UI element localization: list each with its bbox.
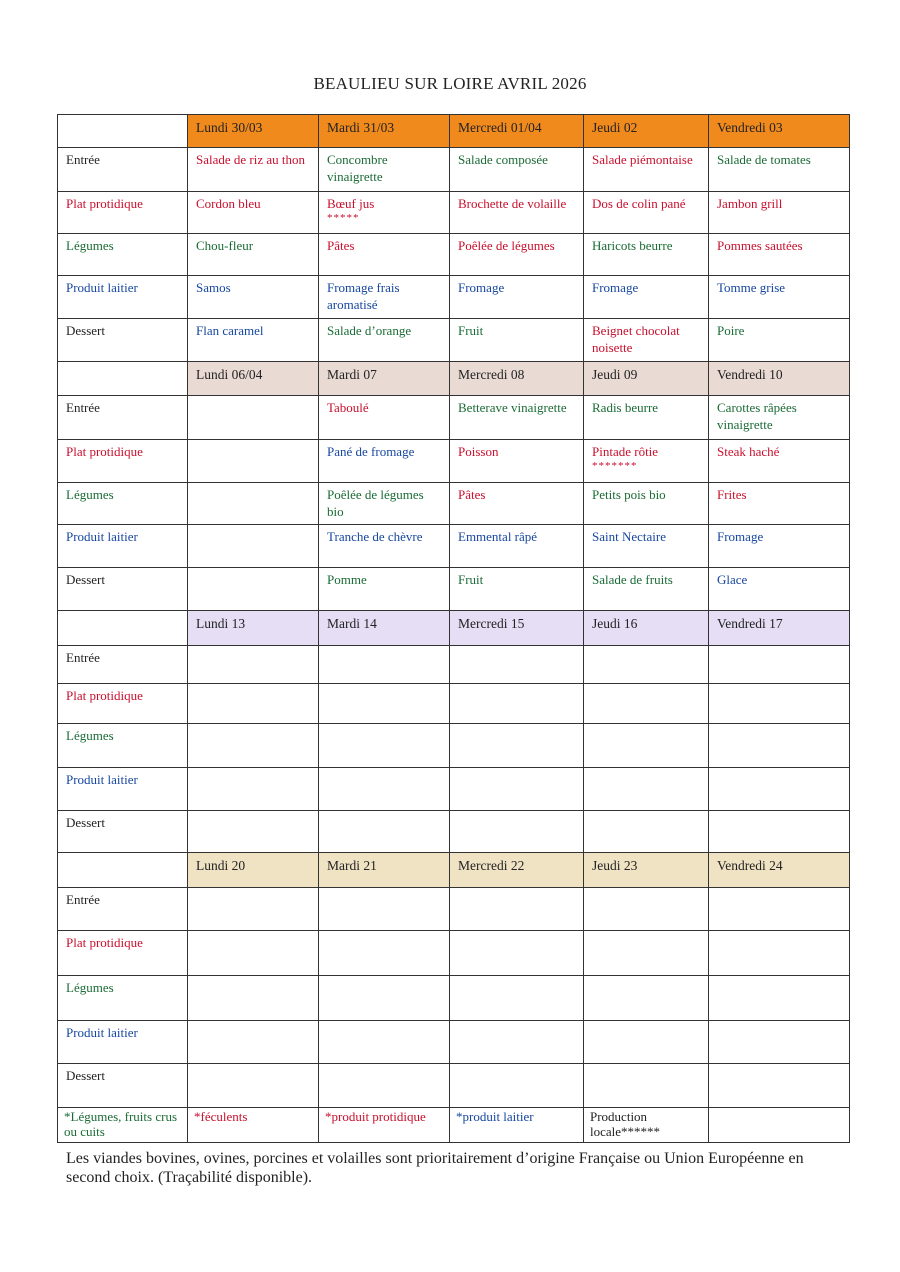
dish-cell [450,976,584,1021]
footnote: Les viandes bovines, ovines, porcines et volailles sont prioritairement d’origine Française ou Union Européenne en second choix. (Traçabilité disponible). [66,1150,804,1186]
dish-cell [584,525,709,568]
category-label: Légumes [58,234,188,276]
day-header: Lundi 30/03 [188,115,319,148]
dish-cell [188,768,319,811]
dish-cell [584,568,709,611]
dish-cell [584,768,709,811]
dish-cell [188,931,319,976]
dish-cell [319,483,450,525]
dish-name: Fromage [717,529,764,544]
dish-cell [188,234,319,276]
dish-name: Dos de colin pané [592,196,686,211]
dish-name: Flan caramel [196,323,264,338]
day-header: Mardi 21 [319,853,450,888]
day-header: Jeudi 02 [584,115,709,148]
week-header-row [58,362,850,396]
dish-cell [188,440,319,483]
dish-cell [319,525,450,568]
dish-cell [450,276,584,319]
dish-cell [584,811,709,853]
dish-name: Salade composée [458,152,548,167]
week-header-row [58,115,850,148]
dish-cell [450,319,584,362]
dish-cell [709,1064,850,1108]
menu-row [58,1064,850,1108]
dish-name: Pintade rôtie [592,444,659,459]
dish-cell [709,234,850,276]
category-label: Légumes [58,976,188,1021]
dish-cell [319,568,450,611]
dish-name: Saint Nectaire [592,529,666,544]
dish-cell [450,888,584,931]
menu-row [58,724,850,768]
dish-name: Pomme [327,572,367,587]
dish-cell [319,646,450,684]
category-label: Légumes [58,483,188,525]
legend-cell: *produit protidique [319,1108,450,1143]
dish-cell [319,684,450,724]
dish-cell [188,888,319,931]
dish-name: Haricots beurre [592,238,673,253]
dish-name: Glace [717,572,748,587]
dish-cell [188,646,319,684]
dish-name: Brochette de volaille [458,196,567,211]
dish-cell [319,440,450,483]
dish-cell [584,148,709,192]
menu-row [58,234,850,276]
dish-cell [450,483,584,525]
day-header: Vendredi 03 [709,115,850,148]
dish-cell [319,319,450,362]
dish-name: Fromage frais aromatisé [327,280,400,312]
dish-cell [450,646,584,684]
dish-cell [319,976,450,1021]
menu-row [58,276,850,319]
day-header: Vendredi 10 [709,362,850,396]
dish-cell [584,483,709,525]
category-label: Dessert [58,319,188,362]
dish-cell [709,976,850,1021]
dish-cell [450,1064,584,1108]
dish-name: Carottes râpées vinaigrette [717,400,797,432]
dish-cell [188,684,319,724]
menu-row [58,1021,850,1064]
category-label: Produit laitier [58,768,188,811]
category-label: Produit laitier [58,1021,188,1064]
dish-cell [709,276,850,319]
dish-cell [584,192,709,234]
dish-name: Fruit [458,323,484,338]
dish-cell [709,888,850,931]
day-header: Mardi 31/03 [319,115,450,148]
category-label: Plat protidique [58,440,188,483]
dish-cell [450,724,584,768]
week-header-blank-cell [58,362,188,396]
dish-cell [450,768,584,811]
dish-cell [450,568,584,611]
dish-name: Poire [717,323,745,338]
day-header: Vendredi 17 [709,611,850,646]
category-label: Plat protidique [58,931,188,976]
dish-cell [709,811,850,853]
dish-cell [450,148,584,192]
category-label: Produit laitier [58,276,188,319]
dish-cell [188,396,319,440]
week-header-blank-cell [58,115,188,148]
dish-cell [319,396,450,440]
menu-row [58,483,850,525]
dish-name: Salade de riz au thon [196,152,306,167]
dish-name: Frites [717,487,747,502]
dish-cell [584,276,709,319]
dish-name: Petits pois bio [592,487,666,502]
dish-name: Pané de fromage [327,444,415,459]
category-label: Dessert [58,811,188,853]
dish-cell [319,276,450,319]
dish-cell [188,811,319,853]
dish-cell [709,396,850,440]
day-header: Mercredi 15 [450,611,584,646]
dish-cell [319,724,450,768]
dish-cell [709,440,850,483]
dish-name: Pommes sautées [717,238,803,253]
dish-cell [584,976,709,1021]
day-header: Mardi 07 [319,362,450,396]
dish-cell [319,1021,450,1064]
dish-cell [709,192,850,234]
dish-cell [188,148,319,192]
dish-cell [450,234,584,276]
category-label: Dessert [58,1064,188,1108]
category-label: Produit laitier [58,525,188,568]
dish-cell [188,568,319,611]
legend-cell: Production locale****** [584,1108,709,1143]
day-header: Lundi 13 [188,611,319,646]
dish-cell [709,684,850,724]
category-label: Plat protidique [58,684,188,724]
legend-cell: *produit laitier [450,1108,584,1143]
dish-cell [319,888,450,931]
dish-name: Salade d’orange [327,323,412,338]
dish-cell [450,396,584,440]
dish-name: Poêlée de légumes bio [327,487,424,519]
dish-name: Salade de fruits [592,572,673,587]
week-header-blank-cell [58,611,188,646]
menu-row [58,646,850,684]
dish-name: Bœuf jus [327,196,375,211]
dish-cell [450,684,584,724]
dish-name: Concombre vinaigrette [327,152,388,184]
dish-name: Salade piémontaise [592,152,693,167]
dish-name: Fruit [458,572,484,587]
menu-row [58,440,850,483]
category-label: Entrée [58,148,188,192]
dish-cell [319,1064,450,1108]
menu-row [58,525,850,568]
dish-name: Betterave vinaigrette [458,400,567,415]
dish-cell [584,888,709,931]
dish-cell [584,440,709,483]
menu-row [58,396,850,440]
dish-cell [709,148,850,192]
dish-cell [319,811,450,853]
category-label: Plat protidique [58,192,188,234]
category-label: Entrée [58,888,188,931]
dish-name: Fromage [592,280,639,295]
menu-row [58,811,850,853]
week-header-row [58,853,850,888]
dish-cell [188,276,319,319]
day-header: Jeudi 09 [584,362,709,396]
dish-cell [319,148,450,192]
dish-cell [584,931,709,976]
legend-cell [709,1108,850,1143]
dish-name: Fromage [458,280,505,295]
dish-name: Pâtes [327,238,355,253]
dish-cell [188,192,319,234]
menu-row [58,148,850,192]
dish-name: Radis beurre [592,400,659,415]
dish-cell [319,192,450,234]
dish-name: Beignet chocolat noisette [592,323,680,355]
legend-row [58,1108,850,1143]
page-title: BEAULIEU SUR LOIRE AVRIL 2026 [313,74,587,93]
dish-cell [188,483,319,525]
dish-name: Tranche de chèvre [327,529,423,544]
menu-row [58,192,850,234]
category-label: Entrée [58,396,188,440]
menu-row [58,568,850,611]
dish-cell [584,1021,709,1064]
category-label: Légumes [58,724,188,768]
day-header: Jeudi 23 [584,853,709,888]
menu-row [58,319,850,362]
dish-name: Samos [196,280,231,295]
dish-cell [450,1021,584,1064]
origin-stars: ***** [327,212,360,224]
dish-cell [450,192,584,234]
menu-row [58,684,850,724]
dish-cell [584,646,709,684]
dish-cell [188,319,319,362]
menu-row [58,768,850,811]
dish-cell [450,811,584,853]
dish-cell [584,396,709,440]
dish-name: Cordon bleu [196,196,261,211]
dish-cell [188,525,319,568]
dish-name: Chou-fleur [196,238,254,253]
dish-cell [584,319,709,362]
dish-cell [450,440,584,483]
dish-name: Steak haché [717,444,780,459]
dish-name: Poisson [458,444,499,459]
menu-table [57,114,850,1143]
day-header: Mardi 14 [319,611,450,646]
dish-cell [319,234,450,276]
dish-cell [709,724,850,768]
menu-row [58,931,850,976]
legend-cell: *Légumes, fruits crus ou cuits [58,1108,188,1143]
dish-cell [709,1021,850,1064]
dish-name: Taboulé [327,400,369,415]
day-header: Mercredi 01/04 [450,115,584,148]
dish-cell [584,684,709,724]
dish-cell [709,483,850,525]
category-label: Dessert [58,568,188,611]
dish-cell [188,1064,319,1108]
week-header-blank-cell [58,853,188,888]
dish-name: Poêlée de légumes [458,238,555,253]
day-header: Mercredi 22 [450,853,584,888]
day-header: Lundi 20 [188,853,319,888]
menu-row [58,976,850,1021]
dish-name: Salade de tomates [717,152,811,167]
dish-cell [709,768,850,811]
dish-cell [188,976,319,1021]
day-header: Jeudi 16 [584,611,709,646]
legend-cell: *féculents [188,1108,319,1143]
dish-cell [709,319,850,362]
dish-cell [584,234,709,276]
dish-cell [450,525,584,568]
dish-cell [709,646,850,684]
dish-cell [709,525,850,568]
dish-name: Emmental râpé [458,529,538,544]
origin-stars: ******* [592,460,638,472]
dish-cell [709,931,850,976]
dish-cell [584,724,709,768]
dish-cell [188,724,319,768]
day-header: Mercredi 08 [450,362,584,396]
dish-cell [450,931,584,976]
dish-cell [584,1064,709,1108]
menu-row [58,888,850,931]
dish-cell [188,1021,319,1064]
dish-name: Pâtes [458,487,486,502]
dish-name: Jambon grill [717,196,783,211]
dish-cell [319,768,450,811]
dish-cell [709,568,850,611]
dish-name: Tomme grise [717,280,786,295]
category-label: Entrée [58,646,188,684]
day-header: Lundi 06/04 [188,362,319,396]
dish-cell [319,931,450,976]
week-header-row [58,611,850,646]
day-header: Vendredi 24 [709,853,850,888]
